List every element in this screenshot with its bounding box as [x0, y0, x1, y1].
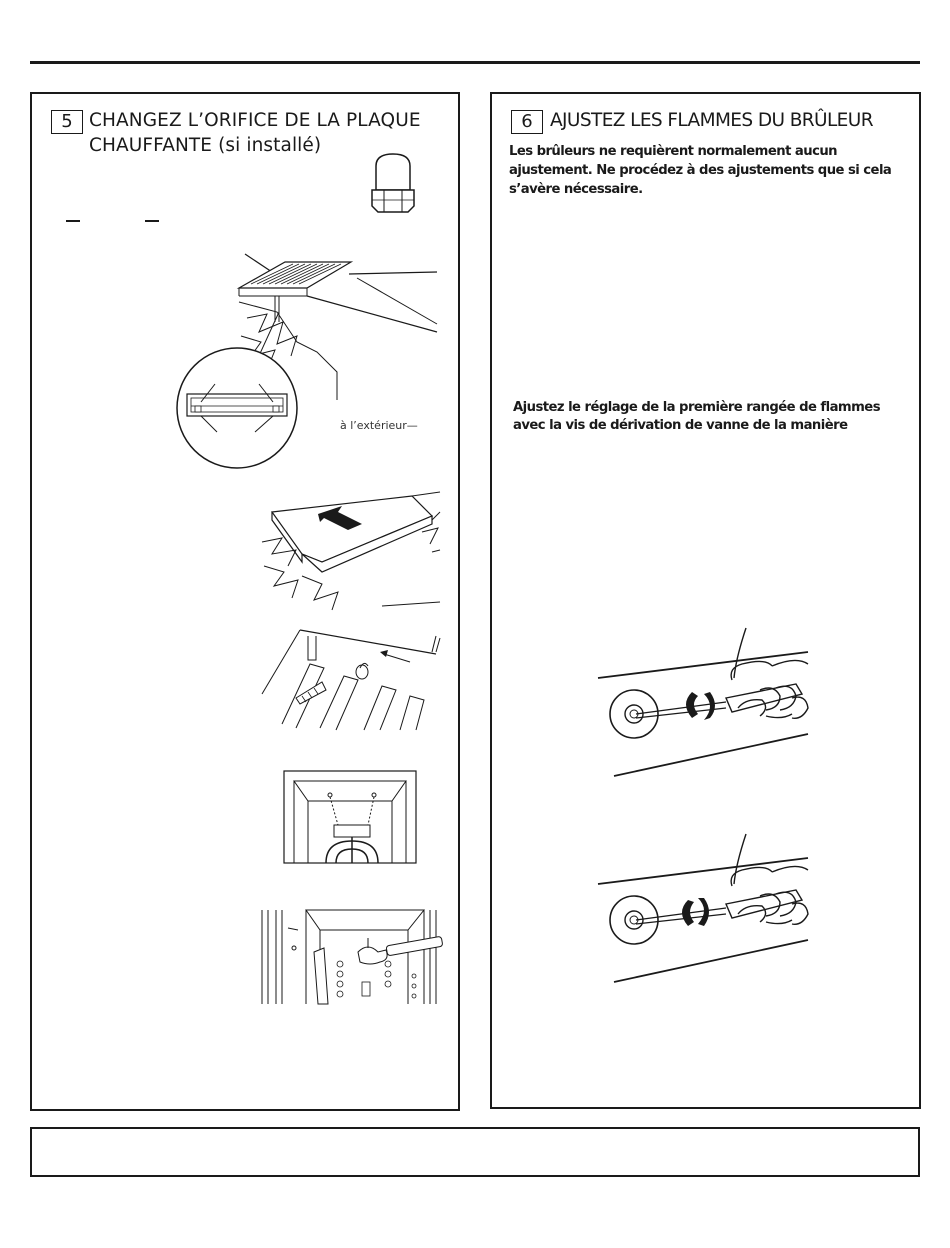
bottom-note-box [30, 1127, 920, 1177]
step-5-panel [30, 92, 460, 1111]
dash-mark [66, 220, 80, 222]
step-5-number: 5 [51, 110, 83, 134]
burner-box-illustration [280, 769, 422, 865]
exterior-label: à l’extérieur— [340, 419, 418, 432]
orifice-wrench-illustration [258, 908, 444, 1004]
valve-adjust-illustration-top [596, 628, 812, 778]
griddle-plate-illustration [262, 492, 442, 612]
step-6-intro-line3: s’avère nécessaire. [509, 182, 643, 197]
step-5-title-line1: CHANGEZ L’ORIFICE DE LA PLAQUE [89, 110, 421, 131]
dash-mark [145, 220, 159, 222]
valve-adjust-illustration-bottom [596, 834, 812, 984]
step-6-intro-line2: ajustement. Ne procédez à des ajustements que si cela [509, 163, 892, 178]
step-6-instruction-line2: avec la vis de dérivation de vanne de la manière [513, 418, 848, 433]
orifice-nut-illustration [370, 152, 416, 216]
step-6-number: 6 [511, 110, 543, 134]
burner-interior-illustration [260, 624, 442, 732]
step-6-panel [490, 92, 921, 1109]
step-6-intro-line1: Les brûleurs ne requièrent normalement aucun [509, 144, 838, 159]
top-rule [30, 61, 920, 64]
step-6-instruction-line1: Ajustez le réglage de la première rangée de flammes [513, 400, 881, 415]
step-6-title: AJUSTEZ LES FLAMMES DU BRÛLEUR [550, 110, 873, 131]
magnified-detail-circle [175, 346, 299, 470]
step-5-title-line2: CHAUFFANTE (si installé) [89, 135, 322, 156]
